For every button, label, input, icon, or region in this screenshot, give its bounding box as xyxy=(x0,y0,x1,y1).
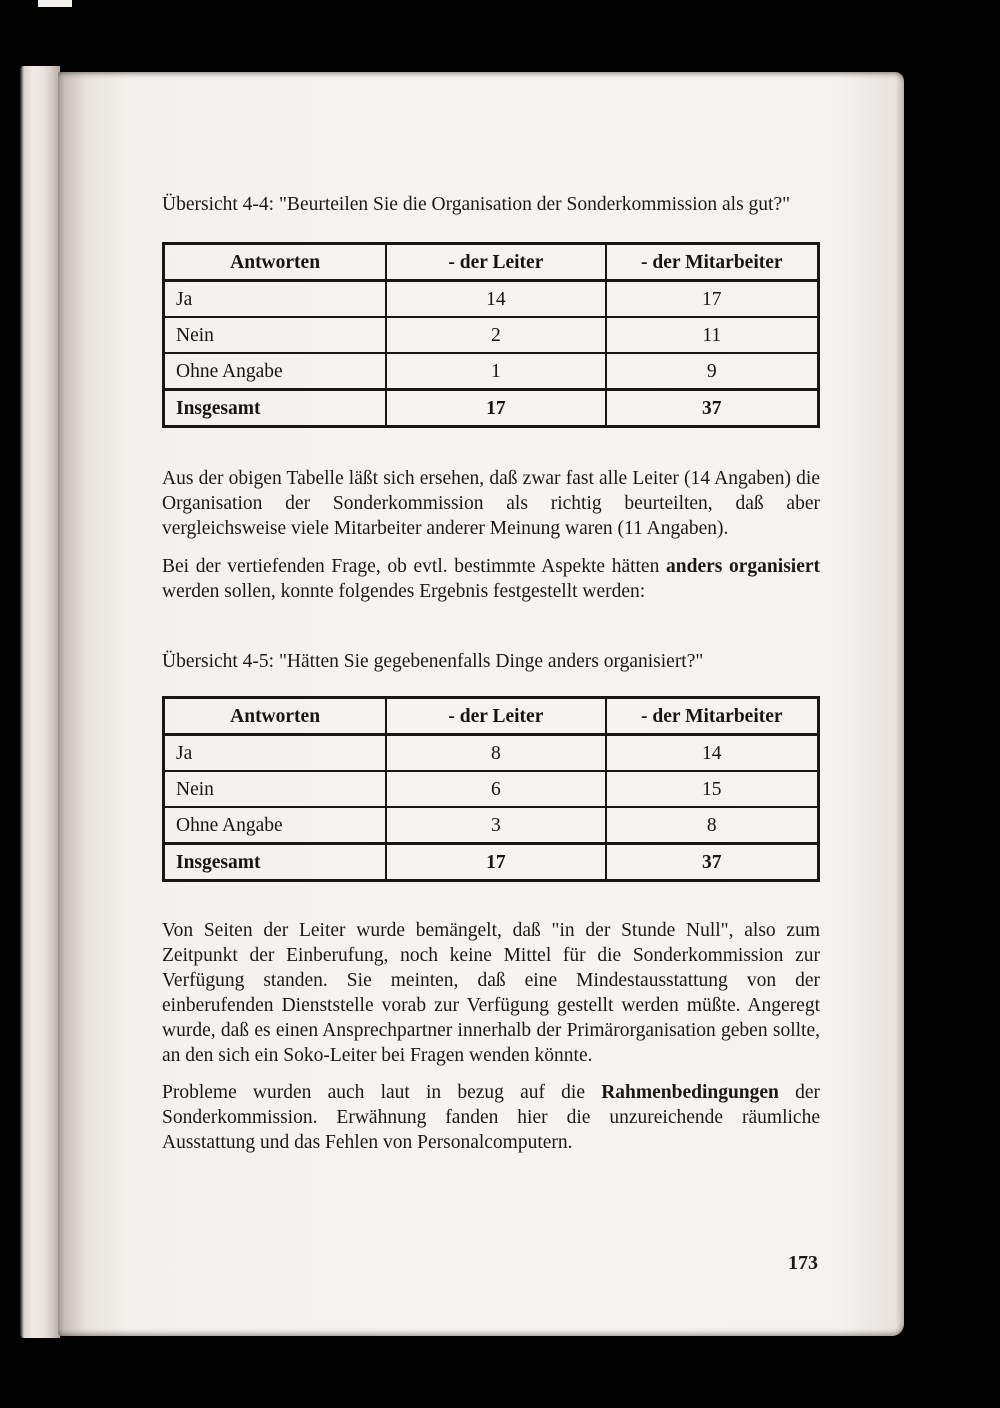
value-leiter: 14 xyxy=(386,281,605,318)
book-page xyxy=(58,72,904,1336)
column-header-mitarbeiter: - der Mitarbeiter xyxy=(606,698,819,735)
row-label: Ja xyxy=(164,735,387,772)
paragraph-rahmenbedingungen xyxy=(162,1080,820,1155)
value-mitarbeiter: 9 xyxy=(606,353,819,390)
row-label: Insgesamt xyxy=(164,844,387,881)
paragraph-kritik-leiter: Von Seiten der Leiter wurde bemängelt, daß "in der Stunde Null", also zum Zeitpunkt der Einberufung, noch keine Mittel für die Sonderkommission zur Verfügung standen. Sie meinten, daß eine Mindestausstattung von der einberufenden Dienststelle vorab zur Verfügung gestellt werden müßte. Angeregt wurde, daß es einen Ansprechpartner innerhalb der Primärorganisation geben sollte, an den sich ein Soko-Leiter bei Fragen wenden könnte. xyxy=(162,920,820,1066)
paragraph-lead-in-4-5 xyxy=(162,554,820,604)
value-leiter: 1 xyxy=(386,353,605,390)
table-caption-uebersicht-4-5: Übersicht 4-5: "Hätten Sie gegebenenfalls Dinge anders organisiert?" xyxy=(162,651,704,672)
value-leiter: 3 xyxy=(386,807,605,844)
row-label: Insgesamt xyxy=(164,390,387,427)
column-header-antworten: Antworten xyxy=(164,698,387,735)
row-label: Ohne Angabe xyxy=(164,807,387,844)
value-leiter: 17 xyxy=(386,844,605,881)
table-uebersicht-4-4 xyxy=(162,242,820,428)
table-row xyxy=(164,353,819,390)
row-label: Nein xyxy=(164,317,387,353)
column-header-antworten: Antworten xyxy=(164,244,387,281)
table-row xyxy=(164,281,819,318)
book-spine-page-edges xyxy=(20,66,60,1338)
value-mitarbeiter: 8 xyxy=(606,807,819,844)
table-header-row xyxy=(164,244,819,281)
table-row xyxy=(164,807,819,844)
table-total-row xyxy=(164,390,819,427)
table-row xyxy=(164,771,819,807)
value-leiter: 8 xyxy=(386,735,605,772)
page-number: 173 xyxy=(788,1252,818,1274)
page-content xyxy=(162,192,820,1155)
value-leiter: 17 xyxy=(386,390,605,427)
value-mitarbeiter: 14 xyxy=(606,735,819,772)
paragraph-text: Bei der vertiefenden Frage, ob evtl. bestimmte Aspekte hätten xyxy=(162,556,667,577)
table-caption-uebersicht-4-4: Übersicht 4-4: "Beurteilen Sie die Organisation der Sonderkommission als gut?" xyxy=(162,194,791,215)
row-label: Ja xyxy=(164,281,387,318)
column-header-leiter: - der Leiter xyxy=(386,698,605,735)
value-mitarbeiter: 37 xyxy=(606,844,819,881)
bold-phrase-rahmenbedingungen: Rahmenbedingungen xyxy=(601,1082,779,1103)
row-label: Nein xyxy=(164,771,387,807)
table-row xyxy=(164,735,819,772)
row-label: Ohne Angabe xyxy=(164,353,387,390)
table-uebersicht-4-5 xyxy=(162,696,820,882)
table-total-row xyxy=(164,844,819,881)
value-mitarbeiter: 11 xyxy=(606,317,819,353)
value-leiter: 2 xyxy=(386,317,605,353)
value-leiter: 6 xyxy=(386,771,605,807)
bold-phrase-anders-organisiert: anders organisiert xyxy=(666,556,820,577)
value-mitarbeiter: 15 xyxy=(606,771,819,807)
paragraph-text: der Sonderkommission. Erwähnung fanden hier die unzureichende räumliche Ausstattung und das Fehlen von Personalcomputern. xyxy=(162,1082,820,1153)
column-header-mitarbeiter: - der Mitarbeiter xyxy=(606,244,819,281)
paragraph-analysis-4-4: Aus der obigen Tabelle läßt sich ersehen, daß zwar fast alle Leiter (14 Angaben) die Organisation der Sonderkommission als richtig beurteilten, daß aber vergleichsweise viele Mitarbeiter anderer Meinung waren (11 Angaben). xyxy=(162,468,820,539)
value-mitarbeiter: 17 xyxy=(606,281,819,318)
table-row xyxy=(164,317,819,353)
paragraph-text: werden sollen, konnte folgendes Ergebnis festgestellt werden: xyxy=(162,581,646,602)
column-header-leiter: - der Leiter xyxy=(386,244,605,281)
paragraph-text: Probleme wurden auch laut in bezug auf die xyxy=(162,1082,602,1103)
page-stack-notch xyxy=(38,0,72,7)
value-mitarbeiter: 37 xyxy=(606,390,819,427)
table-header-row xyxy=(164,698,819,735)
